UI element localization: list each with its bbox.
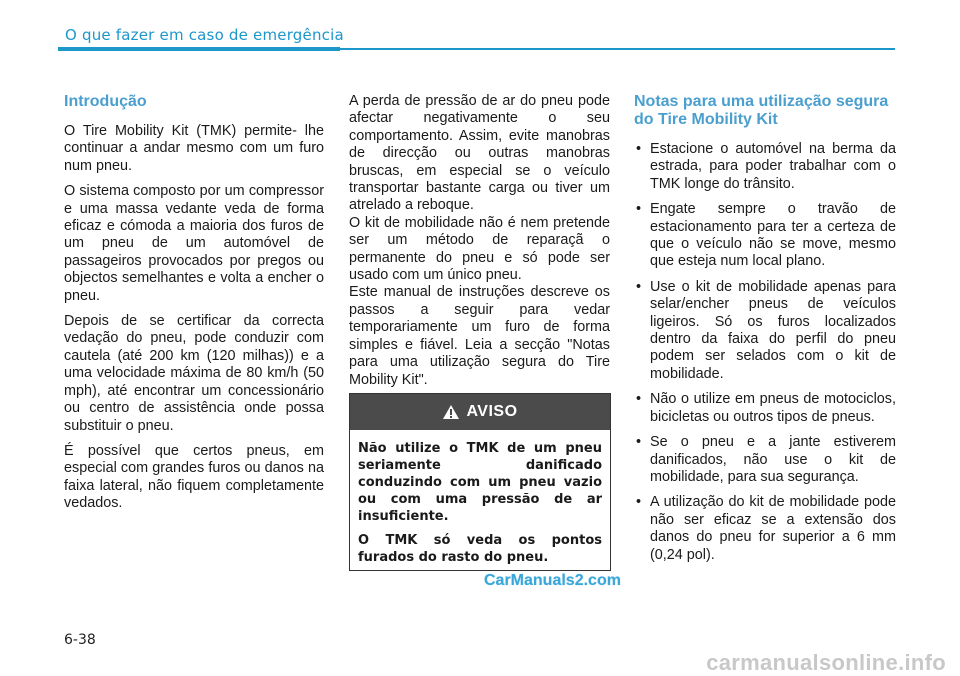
warning-box bbox=[349, 393, 611, 571]
list-item: • Não o utilize em pneus de motociclos, bicicletas ou outros tipos de pneus. bbox=[634, 391, 896, 426]
notes-column bbox=[634, 93, 896, 572]
intro-paragraph: O sistema composto por um compressor e uma massa vedante veda de forma eficaz e cómoda a maioria dos furos de um pneu de um automóvel de passageiros provocados por pregos ou objectos semelhantes e volta a encher o pneu. bbox=[64, 183, 324, 304]
list-item: • A utilização do kit de mobilidade pode não ser eficaz se a extensão dos danos do pneu for superior a 6 mm (0,24 pol). bbox=[634, 494, 896, 564]
intro-paragraph: Depois de se certificar da correcta vedação do pneu, pode conduzir com cautela (até 200 km (120 milhas)) e a uma velocidade máxima de 80 km/h (50 mph), até encontrar um concessionário ou centro de assistência onde possa substituir o pneu. bbox=[64, 313, 324, 434]
header-rule-thick bbox=[58, 47, 340, 51]
intro-paragraph: É possível que certos pneus, em especial com grandes furos ou danos na faixa lateral, não fiquem completamente vedados. bbox=[64, 442, 324, 512]
warning-paragraph: O TMK só veda os pontos furados do rasto do pneu. bbox=[358, 533, 602, 565]
warning-paragraph: Não utilize o TMK de um pneu seriamente danificado conduzindo com um pneu vazio ou com uma pressão de ar insuficiente. bbox=[358, 441, 602, 524]
warning-body bbox=[350, 430, 610, 566]
notes-heading: Notas para uma utilização segura do Tire Mobility Kit bbox=[634, 93, 889, 128]
page-number: 6-38 bbox=[64, 632, 96, 648]
warning-triangle-icon bbox=[442, 404, 460, 420]
warning-title: AVISO bbox=[466, 403, 518, 420]
intro-paragraph: O Tire Mobility Kit (TMK) permite- lhe continuar a andar mesmo com um furo num pneu. bbox=[64, 123, 324, 174]
header-rule-thin bbox=[340, 48, 895, 50]
watermark-online: carmanualsonline.info bbox=[706, 650, 946, 675]
list-item: • Use o kit de mobilidade apenas para selar/encher pneus de veículos ligeiros. Só os furos localizados dentro da faixa do perfil do pneu podem ser selados com o kit de mobilidade. bbox=[634, 279, 896, 383]
middle-column bbox=[349, 93, 610, 389]
section-header-title: O que fazer em caso de emergência bbox=[65, 26, 344, 44]
intro-heading: Introdução bbox=[64, 93, 147, 110]
list-item: • Estacione o automóvel na berma da estrada, para poder trabalhar com o TMK longe do trânsito. bbox=[634, 141, 896, 193]
middle-paragraph: Este manual de instruções descreve os passos a seguir para vedar temporariamente um furo de forma simples e fiável. Leia a secção "Notas para uma utilização segura do Tire Mobility Kit". bbox=[349, 284, 610, 388]
middle-paragraph: A perda de pressão de ar do pneu pode afectar negativamente o seu comportamento. Assim, evite manobras de direcção ou outras manobras bruscas, em especial se o veículo transportar bastante carga ou tiver um atrelado a reboque. bbox=[349, 93, 610, 214]
list-item: • Se o pneu e a jante estiverem danificados, não use o kit de mobilidade, para sua segurança. bbox=[634, 434, 896, 486]
intro-column bbox=[64, 93, 324, 521]
middle-paragraph: O kit de mobilidade não é nem pretende ser um método de reparaçã o permanente do pneu e só pode ser usado com um único pneu. bbox=[349, 214, 610, 284]
list-item: • Engate sempre o travão de estacionamento para ter a certeza de que o veículo não se move, mesmo que esteja num local plano. bbox=[634, 201, 896, 271]
warning-header bbox=[350, 394, 610, 430]
watermark-carmanuals: CarManuals2.com bbox=[484, 572, 621, 589]
notes-list bbox=[634, 141, 896, 564]
